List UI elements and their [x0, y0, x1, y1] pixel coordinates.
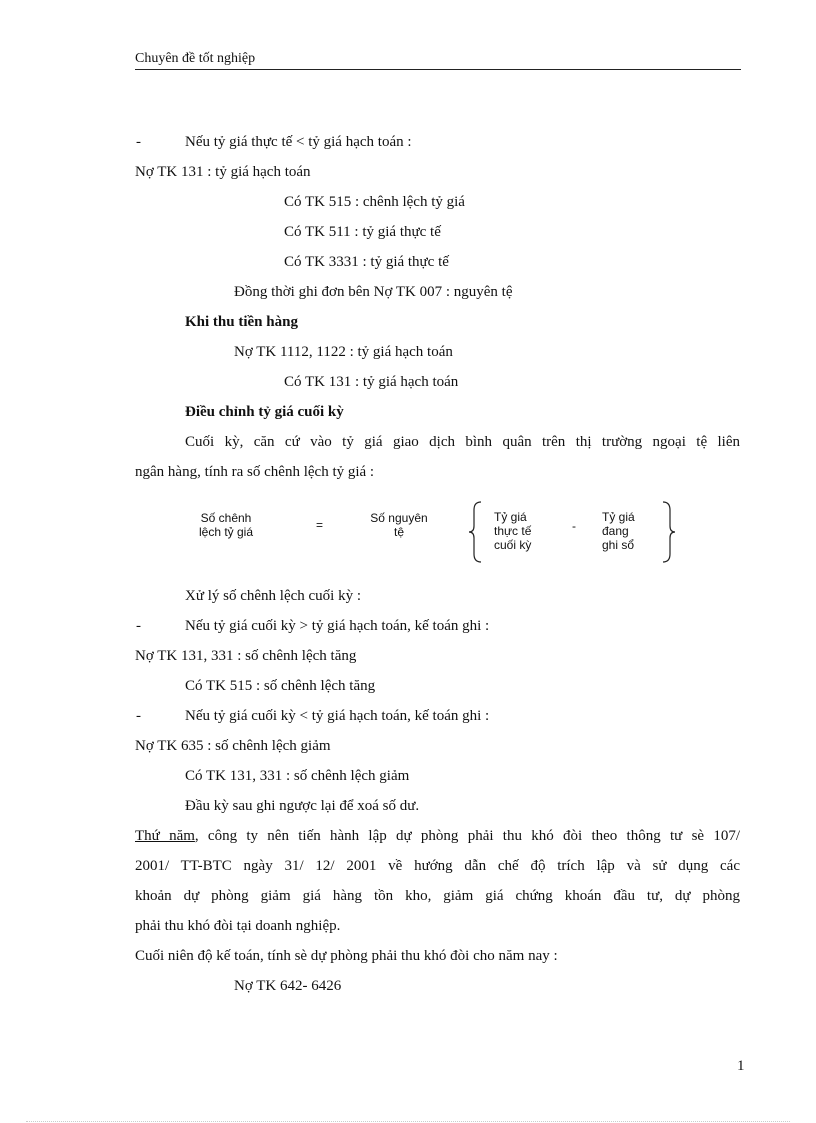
left-brace-icon	[468, 500, 484, 564]
text-line: Có TK 3331 : tỷ giá thực tế	[284, 254, 449, 270]
text-line: Nợ TK 642- 6426	[234, 978, 342, 994]
paragraph-line: Cuối kỳ, căn cứ vào tỷ giá giao dịch bình quân trên thị trường ngoại tệ liên	[185, 434, 740, 450]
text-line: Có TK 131 : tỷ giá hạch toán	[284, 374, 459, 390]
paragraph-line: 2001/ TT-BTC ngày 31/ 12/ 2001 về hướng dẫn chế độ trích lập và sử dụng các	[135, 858, 740, 874]
formula-equals: =	[316, 518, 324, 532]
formula-factor-line: tệ	[393, 525, 404, 539]
formula-factor-line: Số nguyên	[370, 511, 428, 525]
text-line: Nếu tỷ giá thực tế < tỷ giá hạch toán :	[185, 134, 412, 150]
paragraph-line: phải thu khó đòi tại doanh nghiệp.	[135, 918, 341, 934]
text-line: Có TK 515 : số chênh lệch tăng	[185, 678, 376, 694]
section-heading: Khi thu tiền hàng	[185, 314, 298, 330]
text-line: Nợ TK 131 : tỷ giá hạch toán	[135, 164, 311, 180]
formula-lhs-line: Số chênh	[200, 511, 252, 525]
right-brace-icon	[660, 500, 676, 564]
paragraph-line: ngân hàng, tính ra số chênh lệch tỷ giá :	[135, 464, 375, 480]
formula-term-a-line: cuối kỳ	[494, 538, 532, 552]
formula-term-b-line: Tỷ giá	[602, 510, 635, 524]
paragraph-text: , công ty nên tiến hành lập dự phòng phải thu khó đòi theo thông tư sè 107/	[194, 828, 741, 844]
text-line: Nợ TK 131, 331 : số chênh lệch tăng	[135, 648, 357, 664]
formula-term-b-line: đang	[602, 524, 629, 538]
text-line: Nếu tỷ giá cuối kỳ > tỷ giá hạch toán, kế toán ghi :	[185, 618, 490, 634]
formula-term-b-line: ghi sổ	[602, 538, 635, 552]
formula-minus: -	[572, 519, 576, 533]
formula-term-a-line: thực tế	[494, 524, 532, 538]
page-header: Chuyên đề tốt nghiệp	[135, 50, 741, 70]
bullet-dash: -	[136, 708, 141, 724]
bullet-dash: -	[136, 134, 141, 150]
text-line: Có TK 511 : tỷ giá thực tế	[284, 224, 441, 240]
text-line: Đồng thời ghi đơn bên Nợ TK 007 : nguyên tệ	[234, 284, 513, 300]
formula-term-a-line: Tỷ giá	[494, 510, 527, 524]
text-line: Nợ TK 1112, 1122 : tỷ giá hạch toán	[234, 344, 453, 360]
text-line: Đầu kỳ sau ghi ngược lại để xoá số dư.	[185, 798, 420, 814]
paragraph-line: khoản dự phòng giảm giá hàng tồn kho, giảm giá chứng khoán đầu tư, dự phòng	[135, 888, 740, 904]
bullet-dash: -	[136, 618, 141, 634]
underlined-lead: Thứ năm	[135, 828, 195, 844]
text-line: Có TK 131, 331 : số chênh lệch giảm	[185, 768, 410, 784]
text-line: Xử lý số chênh lệch cuối kỳ :	[185, 588, 362, 604]
formula-lhs-line: lệch tỷ giá	[198, 525, 254, 539]
text-line: Nếu tỷ giá cuối kỳ < tỷ giá hạch toán, kế toán ghi :	[185, 708, 490, 724]
text-line: Cuối niên độ kế toán, tính sè dự phòng phải thu khó đòi cho năm nay :	[135, 948, 558, 964]
paragraph-line	[135, 826, 740, 846]
text-line: Nợ TK 635 : số chênh lệch giảm	[135, 738, 331, 754]
page-number: 1	[737, 1058, 745, 1074]
page-bottom-divider	[26, 1121, 790, 1122]
section-heading: Điều chỉnh tỷ giá cuối kỳ	[185, 404, 344, 420]
text-line: Có TK 515 : chênh lệch tỷ giá	[284, 194, 465, 210]
